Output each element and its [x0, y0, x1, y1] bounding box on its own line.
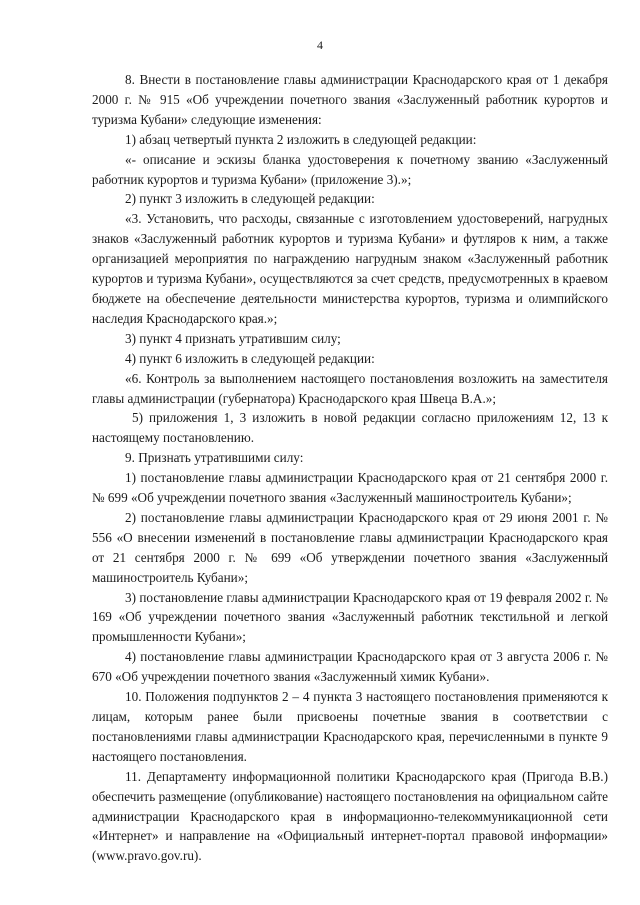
subitem-8-1: 1) абзац четвертый пункта 2 изложить в следующей редакции: [125, 131, 477, 147]
paragraph-8: 8. Внести в постановление главы администрации Краснодарского края от 1 декабря 2000 г. № 915 «Об учреждении почетного звания «Заслуженный работник курортов и туризма Кубани» следующие изменения: [92, 72, 608, 127]
paragraph-9: 9. Признать утратившими силу: [125, 450, 304, 466]
subitem-8-3: 3) пункт 4 признать утратившим силу; [125, 330, 341, 346]
subitem-9-1: 1) постановление главы администрации Краснодарского края от 21 сентября 2000 г. № 699 «Об учреждении почетного звания «Заслуженный машиностроитель Кубани»; [92, 470, 608, 506]
paragraph-10: 10. Положения подпунктов 2 – 4 пункта 3 настоящего постановления применяются к лицам, которым ранее были присвоены почетные звания в соответствии с постановлениями главы администрации Краснодарского края, перечисленными в пункте 9 настоящего постановления. [92, 689, 608, 764]
subitem-9-3: 3) постановление главы администрации Краснодарского края от 19 февраля 2002 г. № 169 «Об учреждении почетного звания «Заслуженный работник текстильной и легкой промышленности Кубани»; [92, 589, 608, 645]
subitem-8-5: 5) приложения 1, 3 изложить в новой редакции согласно приложениям 12, 13 к настоящему постановлению. [92, 410, 608, 446]
subitem-9-2: 2) постановление главы администрации Краснодарского края от 29 июня 2001 г. № 556 «О внесении изменений в постановление главы администрации Краснодарского края от 21 сентября 2000 г. № 699 «Об утверждении почетного звания «Заслуженный машиностроитель Кубани»; [92, 509, 608, 585]
subitem-8-4: 4) пункт 6 изложить в следующей редакции: [125, 350, 375, 366]
subitem-8-2: 2) пункт 3 изложить в следующей редакции: [125, 191, 375, 207]
quote-8-1: «- описание и эскизы бланка удостоверения к почетному званию «Заслуженный работник курортов и туризма Кубани» (приложение 3).»; [92, 151, 608, 187]
paragraph-11: 11. Департаменту информационной политики Краснодарского края (Пригода В.В.) обеспечить размещение (опубликование) настоящего постановления на официальном сайте администрации Краснодарского края в информационно-телекоммуникационной сети «Интернет» и направление на «Официальный интернет-портал правовой информации» (www.pravo.gov.ru). [92, 768, 608, 864]
subitem-9-4: 4) постановление главы администрации Краснодарского края от 3 августа 2006 г. № 670 «Об учреждении почетного звания «Заслуженный химик Кубани». [92, 649, 608, 685]
quote-8-4: «6. Контроль за выполнением настоящего постановления возложить на заместителя главы администрации (губернатора) Краснодарского края Швеца В.А.»; [92, 370, 608, 406]
document-body [92, 70, 608, 866]
page-number: 4 [317, 38, 323, 52]
quote-8-2: «3. Установить, что расходы, связанные с изготовлением удостоверений, нагрудных знаков «Заслуженный работник курортов и туризма Кубани» и футляров к ним, а также организацией мероприятия по награждению нагрудным знаком «Заслуженный работник курортов и туризма Кубани», осуществляются за счет средств, предусмотренных в краевом бюджете на обеспечение деятельности министерства курортов, туризма и олимпийского наследия Краснодарского края.»; [92, 211, 608, 326]
